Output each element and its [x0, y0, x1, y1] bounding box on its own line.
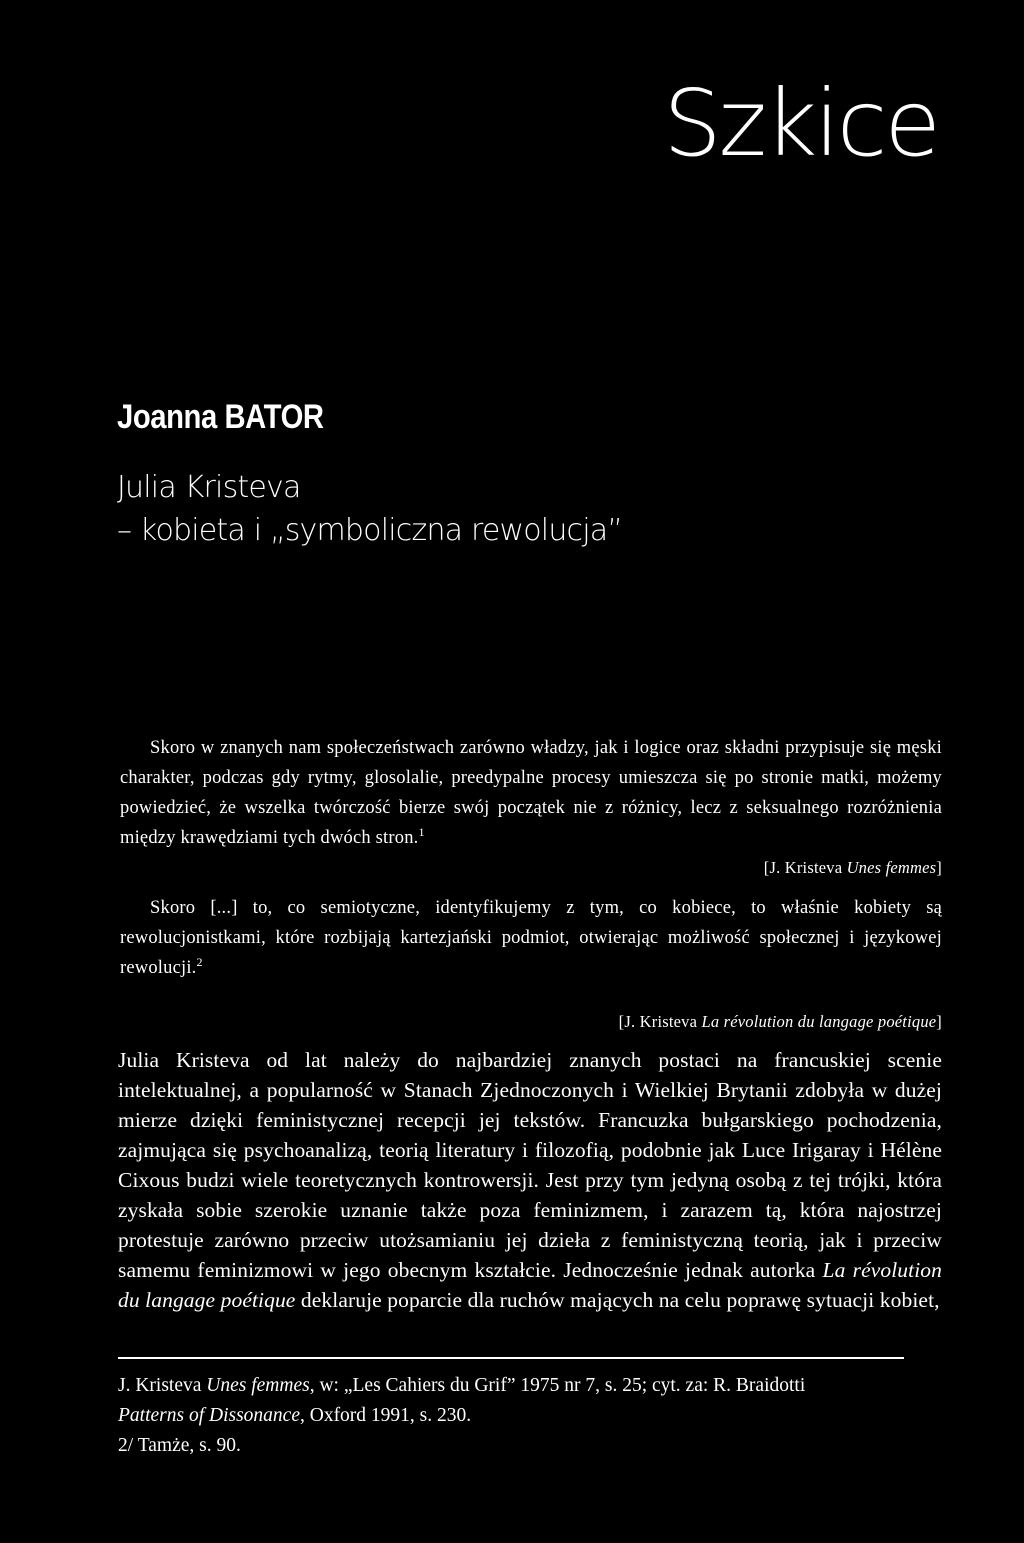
epigraph-2-source: [J. Kristeva La révolution du langage poétique] — [618, 1012, 942, 1031]
section-title: Szkice — [663, 70, 938, 177]
footnote-2-mark: 2/ — [118, 1435, 134, 1456]
body-italic-title: La révolution du langage poétique — [118, 1258, 942, 1312]
epigraph-2 — [120, 893, 942, 983]
epigraph-1 — [120, 733, 942, 853]
epigraph-1-text: Skoro w znanych nam społeczeństwach zarówno władzy, jak i logice oraz składni przypisuje się męski charakter, podczas gdy rytmy, glosolalie, preedypalne procesy umieszcza się po stronie matki, możemy powiedzieć, że wszelka twórczość bierze swój początek nie z różnicy, lecz z seksualnego rozróżnienia między krawędziami tych dwóch stron. — [120, 738, 942, 848]
epigraph-2-source-title: La révolution du langage poétique — [701, 1012, 937, 1031]
footnotes — [118, 1371, 942, 1461]
author-name: Joanna BATOR — [117, 398, 324, 436]
footnote-1: J. Kristeva Unes femmes, w: „Les Cahiers du Grif” 1975 nr 7, s. 25; cyt. za: R. Braidotti Patterns of Dissonance, Oxford 1991, s. 230. — [118, 1375, 806, 1426]
body-paragraph: Julia Kristeva od lat należy do najbardziej znanych postaci na francuskiej scenie intelektualnej, a popularność w Stanach Zjednoczonych i Wielkiej Brytanii zdobyła w dużej mierze dzięki feministycznej recepcji jej tekstów. Francuzka bułgarskiego pochodzenia, zajmująca się psychoanalizą, teorią literatury i filozofią, podobnie jak Luce Irigaray i Hélène Cixous budzi wiele teoretycznych kontrowersji. Jest przy tym jedyną osobą z tej trójki, która zyskała sobie szerokie uznanie także poza feminizmem, i zarazem tą, która najostrzej protestuje zarówno przeciw utożsamianiu jej dzieła z feministyczną teorią, jak i przeciw samemu feminizmowi w jego obecnym kształcie. Jednocześnie jednak autorka La révolution du langage poétique deklaruje poparcie dla ruchów mających na celu poprawę sytuacji kobiet, — [118, 1048, 942, 1312]
epigraph-2-text: Skoro [...] to, co semiotyczne, identyfikujemy z tym, co kobiece, to właśnie kobiety są rewolucjonistkami, które rozbijają kartezjański podmiot, otwierając możliwość społecznej i językowej rewolucji. — [120, 898, 942, 978]
footnote-divider — [118, 1357, 904, 1359]
epigraph-1-source-title: Unes femmes — [846, 858, 937, 877]
article-title-line-1: Julia Kristeva — [117, 470, 301, 505]
article-title — [117, 466, 622, 552]
article-title-line-2: – kobieta i „symboliczna rewolucja” — [117, 513, 623, 548]
footnote-2: 2/ Tamże, s. 90. — [118, 1435, 241, 1456]
epigraph-1-source: [J. Kristeva Unes femmes] — [763, 858, 942, 877]
footnote-ref-1: 1 — [418, 824, 425, 839]
footnote-ref-2: 2 — [196, 954, 203, 969]
